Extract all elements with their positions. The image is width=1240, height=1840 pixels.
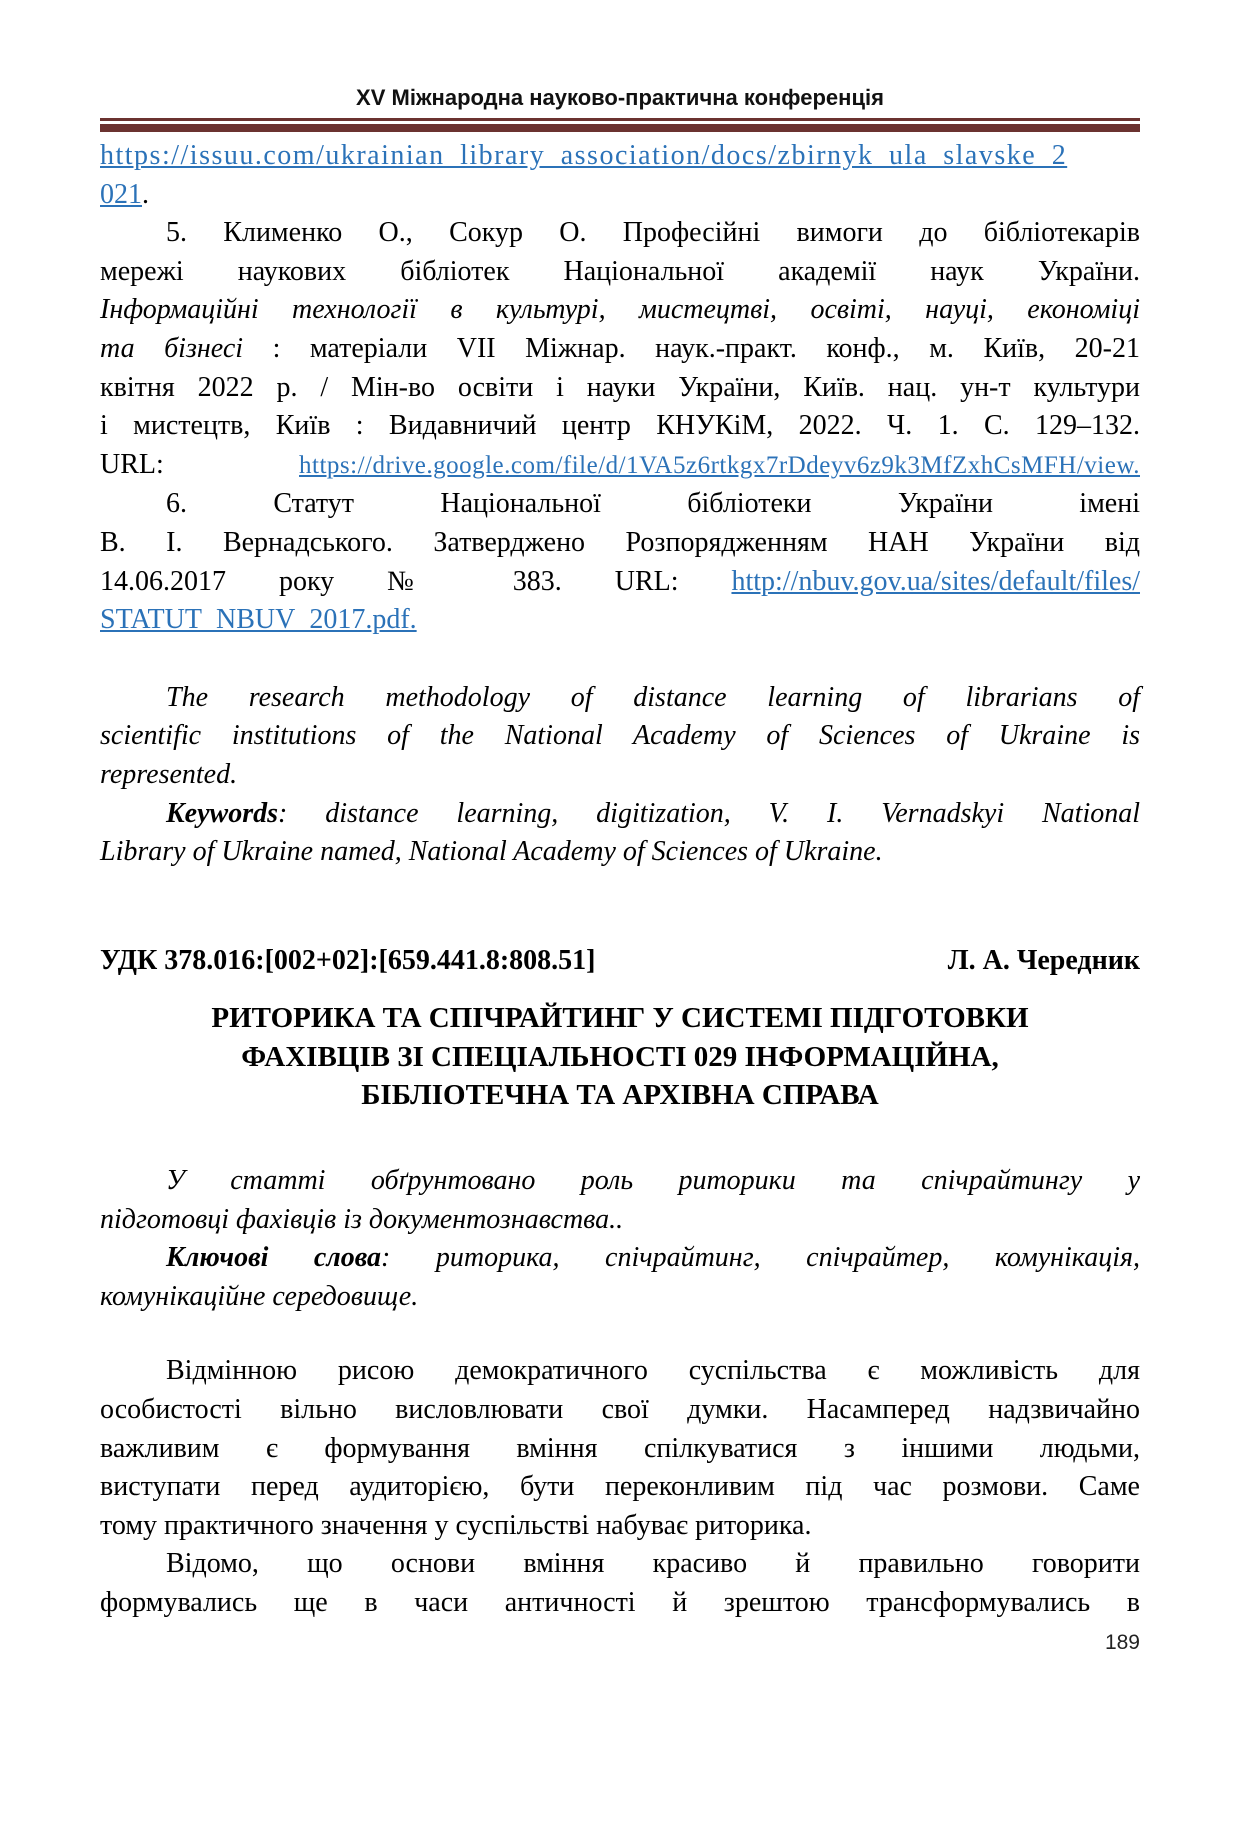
reference-6-line [100, 563, 1140, 602]
reference-5-line [100, 407, 1140, 446]
text-segment: represented. [100, 758, 238, 790]
document-body [100, 137, 1140, 1623]
text-segment: Відомо, що основи вміння красиво й правильно говорити [166, 1548, 1140, 1580]
text-segment: тому практичного значення у суспільстві набуває риторика. [100, 1509, 812, 1541]
text-segment: Відмінною рисою демократичного суспільства є можливість для [166, 1355, 1140, 1387]
reference-5-url-line [100, 446, 1140, 486]
body-paragraph-line [100, 1468, 1140, 1507]
hyperlink[interactable]: 021 [100, 178, 142, 210]
text-segment: 14.06.2017 року № 383. URL: [100, 565, 732, 597]
reference-4-url-line [100, 176, 1140, 215]
reference-6-line [100, 524, 1140, 563]
document-page [0, 86, 1240, 1840]
english-abstract-line [100, 756, 1140, 795]
hyperlink[interactable]: https://issuu.com/ukrainian_library_association/docs/zbirnyk_ula_slavske_2 [100, 140, 1068, 171]
text-segment: : матеріали VII Міжнар. наук.-практ. конф., м. Київ, 20-21 [243, 332, 1140, 364]
reference-5-line [100, 369, 1140, 408]
text-segment: виступати перед аудиторією, бути переконливим під час розмови. Саме [100, 1471, 1140, 1503]
english-abstract-line [100, 717, 1140, 756]
text-segment: квітня 2022 р. / Мін-во освіти і науки України, Київ. нац. ун-т культури [100, 371, 1140, 403]
text-segment: УДК 378.016:[002+02]:[659.441.8:808.51] [100, 944, 596, 976]
page-content [100, 86, 1140, 1655]
text-segment: Інформаційні технології в культурі, мистецтві, освіті, науці, економіці [100, 294, 1140, 326]
body-paragraph-line [100, 1507, 1140, 1546]
text-segment: формувались ще в часи античності й зрештою трансформувались в [100, 1587, 1140, 1618]
text-segment: Keywords [166, 797, 278, 829]
english-abstract-line [100, 679, 1140, 718]
text-segment: підготовці фахівців із документознавства.. [100, 1203, 624, 1235]
hyperlink[interactable]: http://nbuv.gov.ua/sites/default/files/ [731, 565, 1140, 597]
text-segment: комунікаційне середовище. [100, 1280, 419, 1312]
text-segment: ФАХІВЦІВ ЗІ СПЕЦІАЛЬНОСТІ 029 ІНФОРМАЦІЙНА, [241, 1040, 999, 1073]
running-header: XV Міжнародна науково-практична конференція [356, 85, 884, 110]
header-rule-thin [100, 118, 1140, 121]
text-segment: РИТОРИКА ТА СПІЧРАЙТИНГ У СИСТЕМІ ПІДГОТОВКИ [211, 1002, 1029, 1035]
text-segment: 5. Клименко О., Сокур О. Професійні вимоги до бібліотекарів [166, 217, 1140, 249]
english-keywords-line [100, 833, 1140, 872]
text-segment: The research methodology of distance learning of librarians of [166, 681, 1140, 713]
text-segment: БІБЛІОТЕЧНА ТА АРХІВНА СПРАВА [361, 1079, 879, 1112]
page-number: 189 [1104, 1630, 1140, 1654]
text-segment: Л. А. Чередник [947, 944, 1140, 976]
body-paragraph-line [100, 1584, 1140, 1623]
text-segment: особистості вільно висловлювати свої думки. Насамперед надзвичайно [100, 1394, 1140, 1426]
english-keywords-line [100, 795, 1140, 834]
ukrainian-abstract-line [100, 1201, 1140, 1240]
body-paragraph-line [100, 1545, 1140, 1584]
text-segment: важливим є формування вміння спілкуватися з іншими людьми, [100, 1432, 1140, 1464]
reference-5-line [100, 214, 1140, 253]
text-segment: У статті обґрунтовано роль риторики та спічрайтингу у [166, 1165, 1140, 1197]
text-segment: Ключові слова [166, 1242, 382, 1274]
text-segment: : distance learning, digitization, V. I. Vernadskyi National [278, 797, 1140, 829]
hyperlink[interactable]: STATUT_NBUV_2017.pdf. [100, 604, 417, 636]
reference-5-line [100, 330, 1140, 369]
text-segment: та бізнесі [100, 332, 244, 364]
article-title-line [100, 1076, 1140, 1115]
text-segment: Library of Ukraine named, National Academy of Sciences of Ukraine. [100, 836, 883, 868]
header-rule-thick [100, 124, 1140, 132]
reference-5-line [100, 291, 1140, 330]
body-paragraph-line [100, 1430, 1140, 1469]
text-segment: мережі наукових бібліотек Національної академії наук України. [100, 255, 1140, 287]
ukrainian-abstract-line [100, 1162, 1140, 1201]
article-title-line [100, 999, 1140, 1038]
reference-5-line [100, 253, 1140, 292]
ukrainian-keywords-line [100, 1239, 1140, 1278]
reference-6-line [100, 485, 1140, 524]
udk-author-line [100, 942, 1140, 981]
text-segment: і мистецтв, Київ : Видавничий центр КНУКіМ, 2022. Ч. 1. С. 129–132. [100, 410, 1140, 442]
text-segment: scientific institutions of the National Academy of Sciences of Ukraine is [100, 720, 1140, 752]
text-segment: . [142, 178, 149, 210]
article-title-line [100, 1038, 1140, 1077]
text-segment: : риторика, спічрайтинг, спічрайтер, комунікація, [381, 1242, 1140, 1274]
reference-4-url-line [100, 137, 1140, 176]
ukrainian-keywords-line [100, 1278, 1140, 1317]
hyperlink[interactable]: https://drive.google.com/file/d/1VA5z6rtkgx7rDdeyv6z9k3MfZxhCsMFH/view. [299, 451, 1140, 479]
text-segment: URL: [100, 448, 300, 480]
body-paragraph-line [100, 1391, 1140, 1430]
text-segment: 6. Статут Національної бібліотеки України імені [166, 488, 1140, 520]
body-paragraph-line [100, 1352, 1140, 1391]
reference-6-url-line [100, 601, 1140, 640]
text-segment: В. І. Вернадського. Затверджено Розпорядженням НАН України від [100, 526, 1140, 558]
